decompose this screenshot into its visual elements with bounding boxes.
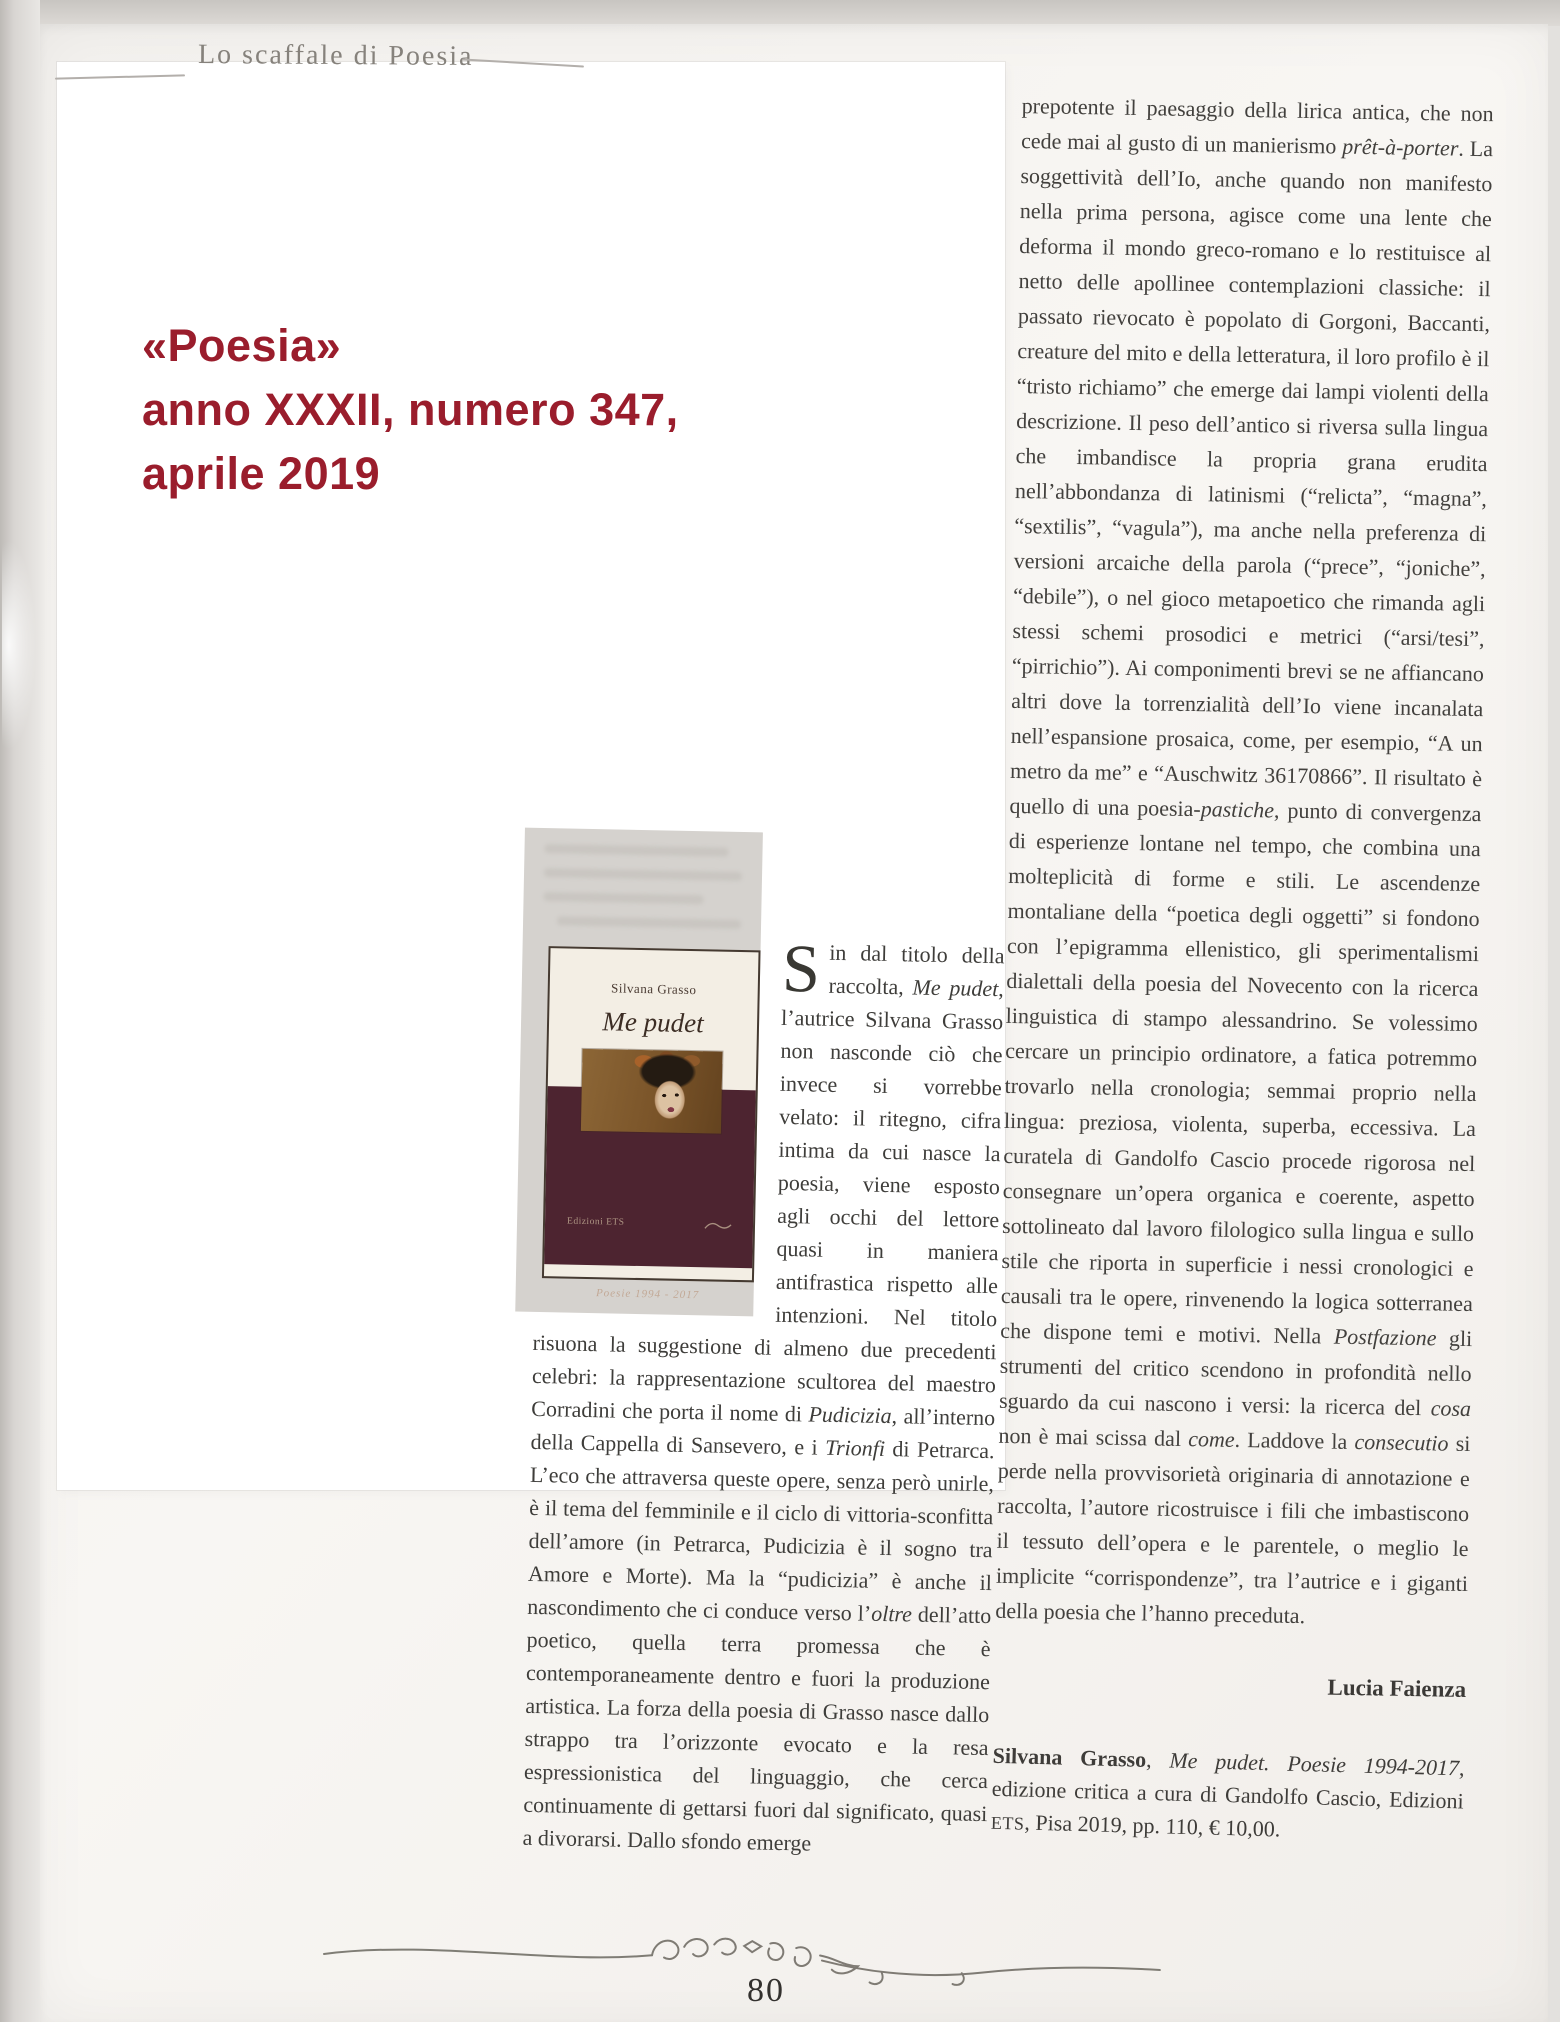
scan-edge-top [0,0,1560,26]
publisher-logo-icon [703,1218,733,1233]
issue-title-line-3: aprile 2019 [142,448,381,499]
cover-book-title: Me pudet [602,1006,704,1039]
ink-bleed-line [544,844,728,857]
book-cover [542,946,761,1302]
review-column-right [991,88,1494,1848]
cover-author-name: Silvana Grasso [610,980,697,998]
ink-bleed-line [557,916,741,929]
ink-bleed-line [543,892,703,904]
page-number: 80 [747,1972,785,2009]
scan-edge-left [0,0,40,2022]
reviewer-byline: Lucia Faienza [1327,1674,1467,1702]
section-title: Lo scaffale di Poesia [197,39,474,72]
cover-publisher-row [567,1206,734,1242]
cover-publisher-name: Edizioni ETS [566,1216,625,1228]
cover-series-label: Poesie 1994 - 2017 [595,1287,700,1302]
issue-title [142,314,679,506]
book-cover-figure [515,828,763,1317]
issue-title-line-1: «Poesia» [142,320,342,371]
review-body-paragraph: prepotente il paesaggio della lirica antica, che non cede mai al gusto di un manierismo prêt-à-porter. La soggettività dell’Io, anche quando non manifesto nella prima persona, agisce come una lente che deforma il mondo greco-romano e lo restituisce al netto delle apollinee contemplazioni classiche: il passato rievocato è popolato di Gorgoni, Baccanti, creature del mito e della letteratura, il loro profilo è il “tristo richiamo” che emerge dai lampi violenti della descrizione. Il peso dell’antico si riversa sulla lingua che imbandisce la propria grana erudita nell’abbondanza di latinismi (“relicta”, “magna”, “sextilis”, “vagula”), ma anche nella preferenza di versioni arcaiche della parola (“prece”, “joniche”, “debile”), o nel gioco metapoetico che rimanda agli stessi schemi prosodici e metrici (“arsi/tesi”, “pirrichio”). Ai componimenti brevi se ne affiancano altri dove la torrenzialità dell’Io viene incanalata nell’espansione prosaica, come, per esempio, “A un metro da me” e “Auschwitz 36170866”. Il risultato è quello di una poesia-pastiche, punto di convergenza di esperienze lontane nel tempo, che combina una molteplicità di forme e stili. Le ascendenze montaliane della “poetica degli oggetti” si fondono con l’epigramma ellenistico, gli sperimentalismi dialettali della poesia del Novecento con la ricerca linguistica di stampo alessandrino. Se volessimo cercare un principio ordinatore, a fatica potremmo trovarlo nella cronologia; semmai proprio nella lingua: preziosa, violenta, superba, eccessiva. La curatela di Gandolfo Cascio procede rigorosa nel consegnare un’opera organica e coerente, aspetto sottolineato dal lavoro filologico sulla lingua e sullo stile che riporta in superficie i nessi cronologici e causali tra le opere, rinvenendo la logica sotterranea che dispone temi e motivi. Nella Postfazione gli strumenti del critico scendono in profondità nello sguardo da cui nascono i versi: la ricerca del cosa non è mai scissa dal come. Laddove la consecutio si perde nella provvisorietà originaria di annotazione e raccolta, l’autore ricostruisce i fili che imbastiscono il tessuto dell’opera e le parentele, o meglio le implicite “corrispondenze”, tra l’autrice e i giganti della poesia che l’hanno preceduta. [995,92,1494,1629]
review-column-left [522,826,1007,1863]
ink-bleed-line [544,868,742,881]
issue-title-line-2: anno XXXII, numero 347, [142,384,679,435]
lead-text: in dal titolo della raccolta, Me pudet, l’autrice Silvana Grasso non nasconde ciò che invece si vorrebbe velato: il ritegno, cifra intima da cui nasce la poesia, viene esposto agli occhi del lettore quasi in maniera antifrastica rispetto alle intenzioni. Nel titolo risuona la suggestione di almeno due precedenti celebri: la rappresentazione scultorea del maestro Corradini che porta il nome di Pudicizia, all’interno della Cappella di Sansevero, e i Trionfi di Petrarca. L’eco che attraversa queste opere, senza però unirle, è il tema del femminile e il ciclo di vittoria-sconfitta dell’amore (in Petrarca, Pudicizia è il sogno tra Amore e Morte). Ma la “pudicizia” è anche il nascondimento che ci conduce verso l’oltre dell’atto poetico, quella terra promessa che è contemporaneamente dentro e fuori la produzione artistica. La forza della poesia di Grasso nasce dallo strappo tra l’orizzonte evocato e la resa espressionistica del linguaggio, che cerca continuamente di gettarsi fuori dal significato, quasi a divorarsi. Dallo sfondo emerge [522,939,1005,1856]
cover-portrait-image [581,1049,723,1134]
bibliography: Silvana Grasso, Me pudet. Poesie 1994-2017, edizione critica a cura di Gandolfo Cascio, Edizioni ETS, Pisa 2019, pp. 110, € 10,00. [990,1742,1465,1842]
drop-cap: S [781,929,821,1007]
